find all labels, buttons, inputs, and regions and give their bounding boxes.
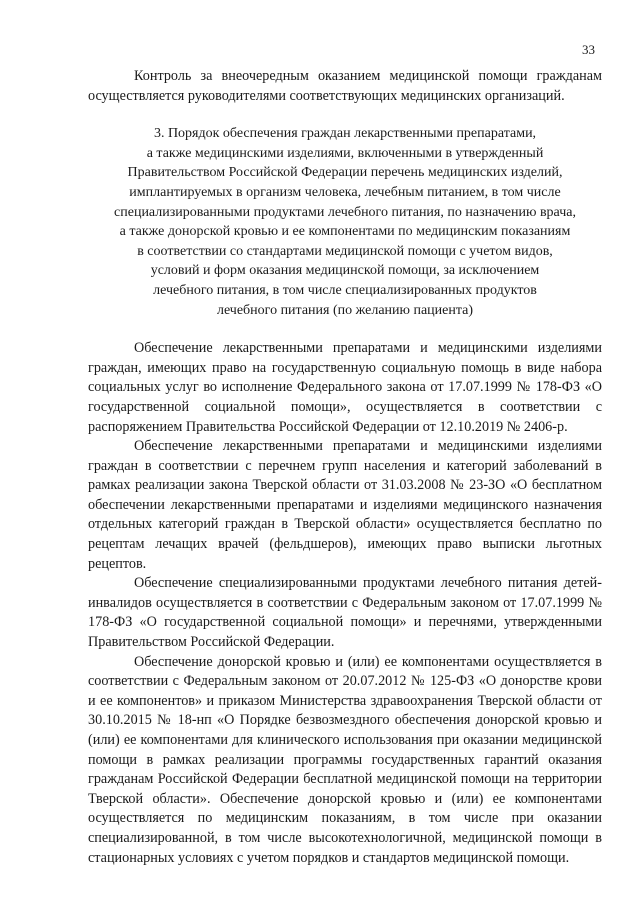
section-title-line: Правительством Российской Федерации перечень медицинских изделий, [127, 165, 563, 181]
section-title-line: а также донорской кровью и ее компонентами по медицинским показаниям [119, 224, 571, 240]
section-title-line: лечебного питания (по желанию пациента) [216, 302, 474, 318]
page-number: 33 [582, 42, 595, 57]
section-title-line: специализированными продуктами лечебного питания, по назначению врача, [114, 204, 576, 220]
section-title-line: лечебного питания, в том числе специализированных продуктов [153, 282, 537, 298]
paragraph-donor-blood: Обеспечение донорской кровью и (или) ее компонентами осуществляется в соответствии с Федеральным законом от 20.07.2012 № 125-ФЗ «О донорстве крови и ее компонентов» и приказом Министерства здравоохранения Тверской области от 30.10.2015 № 18-нп «О Порядке безвозмездного обеспечения донорской кровью и (или) ее компонентами для клинического использования при оказании медицинской помощи в рамках реализации программы государственных гарантий оказания гражданам Российской Федерации бесплатной медицинской помощи на территории Тверской области». Обеспечение донорской кровью и (или) ее компонентами осуществляется по медицинским показаниям, в том числе при оказании специализированной, в том числе высокотехнологичной, медицинской помощи в стационарных условиях с учетом порядков и стандартов медицинской помощи. [88, 653, 602, 866]
document-body [88, 67, 602, 868]
section-title-line: 3. Порядок обеспечения граждан лекарственными препаратами, [153, 126, 537, 142]
paragraph-medicines-tver-law: Обеспечение лекарственными препаратами и медицинскими изделиями граждан в соответствии с перечнем групп населения и категорий заболеваний в рамках реализации закона Тверской области от 31.03.2008 № 23-ЗО «О бесплатном обеспечении лекарственными препаратами и изделиями медицинского назначения отдельных категорий граждан в Тверской области» осуществляется бесплатно по рецептам лечащих врачей (фельдшеров), имеющих право выписки льготных рецептов. [88, 438, 602, 572]
paragraph-medicines-social-help: Обеспечение лекарственными препаратами и медицинскими изделиями граждан, имеющих право на государственную социальную помощь в виде набора социальных услуг во исполнение Федерального закона от 17.07.1999 № 178-ФЗ «О государственной социальной помощи», осуществляется в соответствии с распоряжением Правительства Российской Федерации от 12.10.2019 № 2406-р. [88, 340, 602, 435]
section-title [88, 124, 602, 320]
section-title-line: имплантируемых в организм человека, лечебным питанием, в том числе [129, 184, 561, 200]
paragraph-medical-nutrition: Обеспечение специализированными продуктами лечебного питания детей-инвалидов осуществляется в соответствии с Федеральным законом от 17.07.1999 № 178-ФЗ «О государственной социальной помощи» и перечнями, утвержденными Правительством Российской Федерации. [88, 575, 602, 651]
section-title-line: условий и форм оказания медицинской помощи, за исключением [150, 263, 540, 279]
section-title-line: в соответствии со стандартами медицинской помощи с учетом видов, [137, 243, 553, 259]
intro-paragraph: Контроль за внеочередным оказанием медицинской помощи гражданам осуществляется руководителями соответствующих медицинских организаций. [88, 68, 602, 104]
section-title-line: а также медицинскими изделиями, включенными в утвержденный [146, 145, 544, 161]
